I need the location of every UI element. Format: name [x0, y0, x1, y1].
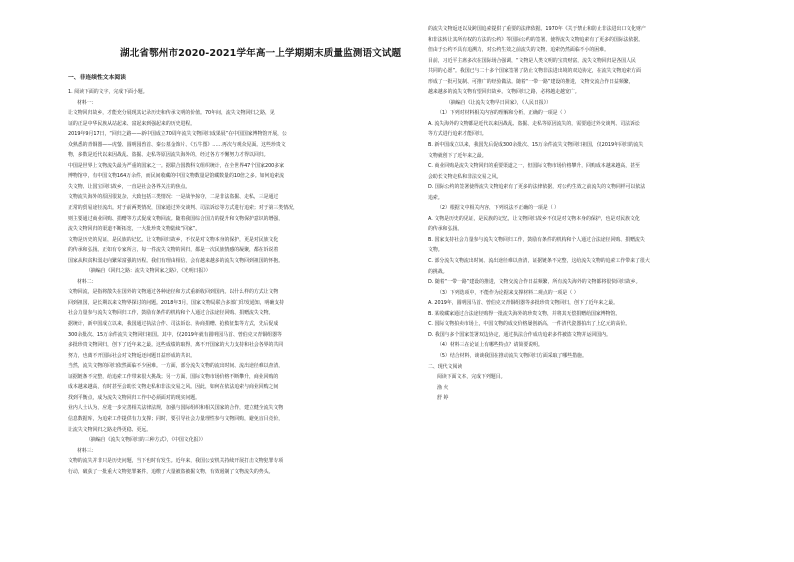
text-line: 流失文物回归的渠道不断拓宽，一大批珍贵文物陆续“回家”。: [68, 226, 201, 233]
text-line: 但由于公约不具有追溯力，对公约生效之前流失的文物，追索仍然面临不小的困难。: [428, 47, 609, 54]
text-line: 失文物、让国宝回归故乡，一直是社会各界关注的焦点。: [68, 183, 191, 190]
text-line: A. 2019年，圆明园马首、曾伯克父青铜组器等多批珍贵文物回归，创下了近年来之最。: [428, 300, 618, 307]
text-line: 让文物回归故乡，才能充分展现其记录历史和传承文明的价值。70年间，流失文物回归之路，见: [68, 110, 275, 117]
text-line: 努力，也离不开国际社会对文物返还问题日益形成的共识。: [68, 352, 196, 359]
text-line: 文物就创下了近年来之最。: [428, 152, 487, 159]
text-line: 和非法转让其所有权的方法的公约》等国际公约的签署，使得流失文物追索有了更多的国际法依据。: [428, 36, 644, 43]
text-line: 的挑战。: [428, 268, 448, 275]
text-line: 材料一：: [77, 99, 97, 106]
text-line: 社会力量参与流失文物回归工作，鼓励有条件的机构和个人通过合法途径回购、捐赠流失文物。: [68, 310, 274, 317]
text-line: 中国是世界上文物流失最为严重的国家之一。据联合国教科文组织统计，在全世界47个国家200多家: [68, 162, 285, 169]
text-line: 证的正是中华民族从站起来、富起来到强起来的历史进程。: [68, 120, 196, 127]
text-line: （3）下列选项中，不能作为论据来支撑材料二观点的一项是（ ）: [437, 289, 579, 296]
left-text-block: [68, 98, 416, 478]
text-line: B. 某收藏家通过合法途径购得一批流失海外的珍贵文物，并将其无偿捐赠给国家博物馆。: [428, 310, 621, 317]
text-line: 信息数据库，为追索工作提供有力支撑；同时，要引导社会力量理性参与文物回购，避免盲目竞价，: [68, 415, 284, 422]
text-line: 国家从积贫积弱走向繁荣富强的历程。我们有理由相信，会有越来越多的流失文物回到祖国的怀抱。: [68, 257, 284, 264]
text-line: 据统计，新中国成立以来，我国通过执法合作、司法诉讼、协商捐赠、抢救征集等方式，先后促成: [68, 321, 279, 328]
text-line: （摘编自《回归之路：流失文物回家之路》，《光明日报》）: [86, 268, 211, 275]
text-line: C. 商业回购是流失文物回归的重要渠道之一，但国际文物市场价格攀升，回购成本越来越高，甚至: [428, 163, 640, 170]
text-line: （摘编自《流失文物回归的三种方式》，《中国文化报》）: [86, 437, 206, 444]
text-line: 证据链条不完整，给追索工作带来很大挑战；另一方面，国际文物市场价格不断攀升，商业回购的: [68, 373, 279, 380]
text-line: 共同的心愿”。我国已与二十多个国家签署了防止文物非法进出境的双边协定，在流失文物追索方面: [428, 68, 641, 75]
text-line: 材料二：: [77, 278, 97, 285]
text-line: 等方式进行追索才能回归。: [428, 131, 487, 138]
text-line: 众熟悉的青铜器——虎鎣、圆明园兽首、秦公墓金饰片、《五牛图》……再次与观众见面。这些珍贵文: [68, 141, 286, 148]
text-line: 的传承和弘扬。: [428, 226, 463, 233]
text-line: D. 随着“一带一路”建设的推进，文物交流合作日益频繁，所有流失海外的文物都将很快回归故乡。: [428, 279, 641, 286]
text-line: （摘编自《让流失文物早日回家》，《人民日报》）: [446, 99, 552, 106]
text-line: 找到平衡点，成为流失文物回归工作中必须面对的现实问题。: [68, 394, 201, 401]
text-line: 成本越来越高，有时甚至会助长文物走私和非法交易之风。因此，如何在依法追索与商业回购之间: [68, 384, 279, 391]
text-line: 正常的贸易途径流出。对于前两类情况，国家通过外交谈判、司法诉讼等方式进行追索；对于第三类情况，: [68, 205, 298, 212]
text-line: 会助长文物走私和非法交易之风。: [428, 173, 502, 180]
text-line: 则主要通过商业回购、捐赠等方式促成文物回流。随着我国综合国力的提升和文物保护意识的增强，: [68, 215, 284, 222]
text-line: 的传承和弘扬。正如有专家所言，每一件流失文物的回归，都是一次民族情感的凝聚，都在诉说着: [68, 247, 279, 254]
text-line: 2019年9月17日，“回归之路——新中国成立70周年流失文物回归成果展”在中国国家博物馆开展，公: [68, 131, 287, 138]
text-line: 的流失文物返还以及跨国追索提供了重要的法律依据。1970年《关于禁止和防止非法进出口文化财产: [428, 26, 646, 32]
text-line: 追索。: [428, 194, 443, 201]
text-line: 物，多数是近代以来因战乱、盗掘、走私等原因流失海外的，经过各方不懈努力才得以回归。: [68, 152, 269, 159]
text-line: A. 文物是历史的见证，是民族的记忆，让文物回归故乡不仅是对文物本身的保护，也是对民族文化: [428, 215, 640, 222]
text-line: D. 我国与多个国家签署双边协定，通过执法合作成功追索多件被盗文物并运回国内。: [428, 331, 611, 338]
question-intro: 1. 阅读下面的文字，完成下面小题。: [68, 89, 148, 95]
text-line: 当然，流失文物的回归依然面临不少困难。一方面，部分流失文物的流出时间、流出途径难以查清，: [68, 363, 284, 370]
text-line: 越来越多的流失文物有望回归故乡。文物回归之路，必将越走越宽广。: [428, 89, 580, 96]
text-line: 300余批次、15万余件流失文物回归祖国。其中，仅2019年就有圆明园马首、曾伯克父青铜组器等: [68, 331, 282, 338]
text-line: （4）材料三在论证上有哪些特点？请简要说明。: [437, 342, 543, 349]
text-line: 行动，破获了一批重大文物犯罪案件，追缴了大量被盗被掘文物，有效遏制了文物流失的势头。: [68, 468, 274, 475]
section-heading-1: 一、非连续性文本阅读: [68, 75, 126, 81]
text-line: 文物回流，是指将散失在国外的文物通过各种途径和方式重新收回到国内。以什么样的方式让文物: [68, 289, 279, 296]
text-line: B. 新中国成立以来，我国先后促成300余批次、15万余件流失文物回归祖国，仅2019年回归的流失: [428, 142, 644, 149]
right-text-block: [428, 24, 768, 404]
document-title: 湖北省鄂州市2020-2021学年高一上学期期末质量监测语文试题: [120, 48, 402, 59]
text-line: 博物馆中，有中国文物164万余件，而民间收藏的中国文物数量是馆藏数量的10倍之多。如何追索流: [68, 173, 285, 180]
text-line: （2）根据文中相关内容，下列说法不正确的一项是（ ）: [437, 205, 560, 212]
text-line: 文物流失海外的原因很复杂，大致包括三类情况：一是战争掠夺，二是非法盗掘、走私，三是通过: [68, 194, 279, 201]
text-line: 渔 火: [437, 384, 449, 391]
text-line: A. 流失海外的文物都是近代以来因战乱、盗掘、走私等原因流失的，需要通过外交谈判、司法诉讼: [428, 120, 640, 127]
text-line: 文物是历史的见证，是民族的记忆。让文物回归故乡，不仅是对文物本身的保护，更是对民族文化: [68, 236, 279, 243]
left-column: [68, 72, 416, 477]
text-line: 业内人士认为，应进一步完善相关法律法规，加强与国际组织和相关国家的合作，建立健全流失文物: [68, 405, 284, 412]
text-line: 二、现代文阅读: [428, 363, 463, 370]
text-line: 文物的流失并非只是历史问题，当下也时有发生。近年来，我国公安机关持续开展打击文物犯罪专项: [68, 458, 284, 465]
text-line: C. 部分流失文物流出时间、流出途径难以查清，证据链条不完整，这给流失文物的追索工作带来了很大: [428, 258, 650, 265]
text-line: 阅读下面文本，完成下列题目。: [437, 374, 506, 381]
text-line: （1）下列对材料相关内容的理解和分析，正确的一项是（ ）: [437, 110, 569, 117]
text-line: 回到祖国，是长期以来文物界探讨的问题。2018年3月，国家文物局联合多部门印发通知，明确支持: [68, 299, 285, 306]
right-column: [428, 24, 768, 404]
text-line: C. 国际文物拍卖市场上，中国文物的成交价格屡创新高，一件清代瓷器拍出了上亿元的高价。: [428, 321, 631, 328]
text-line: 多批珍贵文物回归，创下了近年来之最。这些成绩的取得，离不开国家的大力支持和社会各界的共同: [68, 342, 284, 349]
text-line: 形成了一批可复制、可推广的经验做法。随着“一带一路”建设的推进，文物交流合作日益频繁，: [428, 78, 634, 85]
text-line: 材料三：: [77, 447, 97, 454]
text-line: （5）结合材料，谈谈我国在推动流失文物回归方面采取了哪些措施。: [437, 352, 587, 359]
text-line: 舒 婷: [437, 395, 449, 402]
text-line: 让流失文物回归之路走得更稳、更远。: [68, 426, 152, 433]
text-line: B. 国家支持社会力量参与流失文物回归工作，鼓励有条件的机构和个人通过合法途径回购、捐赠流失: [428, 236, 645, 243]
text-line: 目前，习近平主席多次在国际场合强调，“文物是人类文明的宝贵财富，流失文物回归是各国人民: [428, 57, 636, 64]
text-line: 文物。: [428, 247, 443, 254]
text-line: D. 国际公约的签署使得流失文物追索有了更多的法律依据，对公约生效之前流失的文物同样可以依法: [428, 184, 646, 191]
